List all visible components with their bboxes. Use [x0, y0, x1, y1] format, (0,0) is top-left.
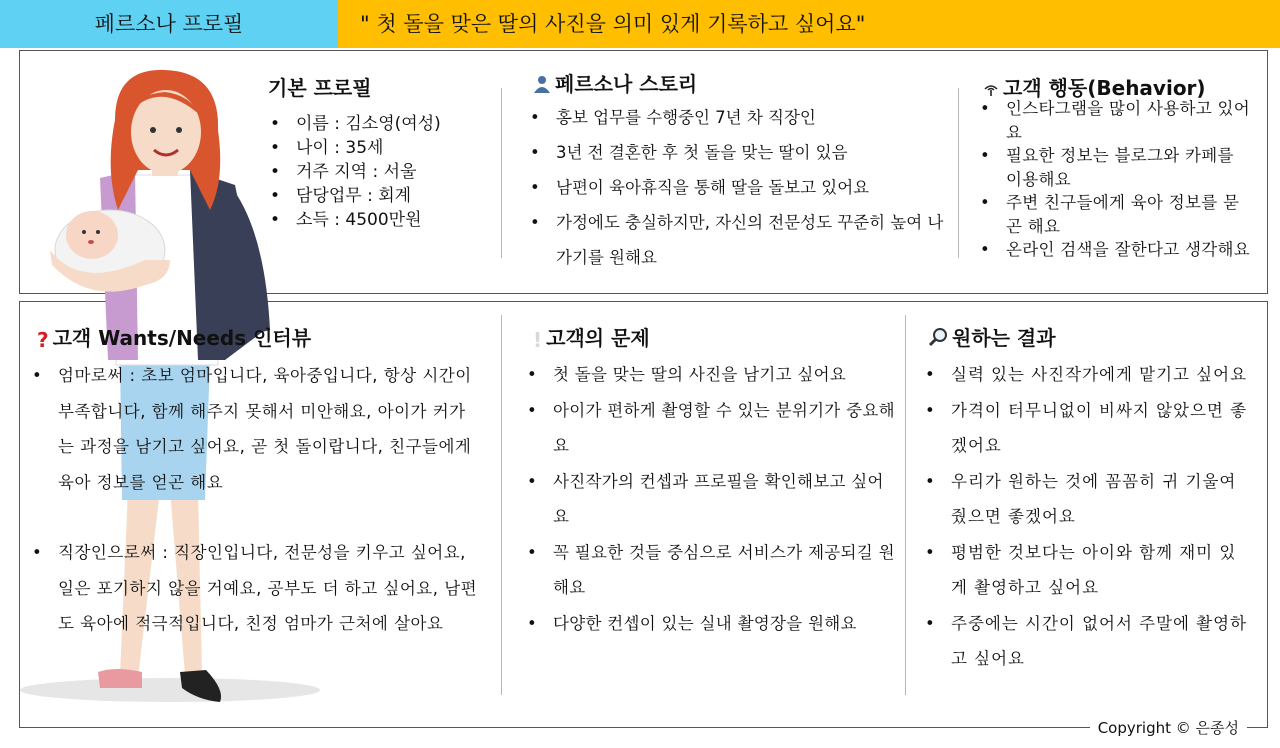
copyright-text: Copyright © 은종성	[1090, 718, 1247, 738]
list-item: • 3년 전 결혼한 후 첫 돌을 맞는 딸이 있음	[530, 135, 950, 170]
person-icon	[533, 74, 551, 98]
list-item: • 홍보 업무를 수행중인 7년 차 직장인	[530, 100, 950, 135]
profile-list	[270, 112, 441, 232]
list-item: • 필요한 정보는 블로그와 카페를 이용해요	[980, 144, 1252, 191]
list-item: • 소득 : 4500만원	[270, 208, 441, 232]
wants-list	[32, 358, 480, 642]
problem-heading-row	[533, 322, 650, 352]
list-item: • 엄마로써 : 초보 엄마입니다, 육아중입니다, 항상 시간이 부족합니다, 함께 해주지 못해서 미안해요, 아이가 커가는 과정을 남기고 싶어요, 곧 첫 돌이랍니다, 친구들에게 육아 정보를 얻곤 해요	[32, 358, 480, 500]
problem-heading: 고객의 문제	[546, 326, 650, 350]
list-item: • 아이가 편하게 촬영할 수 있는 분위기가 중요해요	[527, 393, 895, 464]
list-item: • 주중에는 시간이 없어서 주말에 촬영하고 싶어요	[925, 606, 1253, 677]
problem-list	[527, 357, 895, 641]
list-item: • 다양한 컨셉이 있는 실내 촬영장을 원해요	[527, 606, 895, 642]
list-item: • 평범한 것보다는 아이와 함께 재미 있게 촬영하고 싶어요	[925, 535, 1253, 606]
divider	[905, 315, 906, 695]
list-item: • 직장인으로써 : 직장인입니다, 전문성을 키우고 싶어요, 일은 포기하지 않을 거예요, 공부도 더 하고 싶어요, 남편도 육아에 적극적입니다, 친정 엄마가 근처에 살아요	[32, 535, 480, 642]
list-item: • 인스타그램을 많이 사용하고 있어요	[980, 97, 1252, 144]
result-heading-row	[928, 322, 1056, 352]
page-title: 페르소나 프로필	[0, 0, 338, 48]
result-list	[925, 357, 1253, 677]
list-item: • 꼭 필요한 것들 중심으로 서비스가 제공되길 원해요	[527, 535, 895, 606]
divider	[958, 88, 959, 258]
list-item: • 가격이 터무니없이 비싸지 않았으면 좋겠어요	[925, 393, 1253, 464]
list-item: • 온라인 검색을 잘한다고 생각해요	[980, 238, 1252, 262]
profile-heading: 기본 프로필	[268, 76, 372, 100]
list-item: • 사진작가의 컨셉과 프로필을 확인해보고 싶어요	[527, 464, 895, 535]
list-item: • 우리가 원하는 것에 꼼꼼히 귀 기울여 줬으면 좋겠어요	[925, 464, 1253, 535]
list-item: • 이름 : 김소영(여성)	[270, 112, 441, 136]
magnifier-icon	[928, 327, 948, 352]
behavior-heading: 고객 행동(Behavior)	[1003, 76, 1206, 100]
persona-quote: " 첫 돌을 맞은 딸의 사진을 의미 있게 기록하고 싶어요"	[338, 0, 1280, 48]
list-item: • 주변 친구들에게 육아 정보를 묻곤 해요	[980, 191, 1252, 238]
behavior-list	[980, 97, 1252, 262]
list-item: • 나이 : 35세	[270, 136, 441, 160]
baby-face	[66, 211, 118, 259]
wants-heading: 고객 Wants/Needs 인터뷰	[52, 326, 312, 350]
question-icon: ?	[37, 327, 49, 352]
story-list	[530, 100, 950, 275]
story-heading-row	[533, 68, 697, 98]
result-heading: 원하는 결과	[952, 326, 1056, 350]
list-item: • 담당업무 : 회계	[270, 184, 441, 208]
divider	[501, 88, 502, 258]
exclamation-icon: !	[533, 327, 543, 352]
shoe	[98, 669, 142, 688]
list-item: • 남편이 육아휴직을 통해 딸을 돌보고 있어요	[530, 170, 950, 205]
story-heading: 페르소나 스토리	[555, 72, 698, 96]
list-item: • 첫 돌을 맞는 딸의 사진을 남기고 싶어요	[527, 357, 895, 393]
list-item: • 거주 지역 : 서울	[270, 160, 441, 184]
floor-shadow	[20, 678, 320, 702]
list-item: • 가정에도 충실하지만, 자신의 전문성도 꾸준히 높여 나가기를 원해요	[530, 205, 950, 275]
list-item: • 실력 있는 사진작가에게 맡기고 싶어요	[925, 357, 1253, 393]
wants-heading-row	[37, 322, 311, 352]
divider	[501, 315, 502, 695]
